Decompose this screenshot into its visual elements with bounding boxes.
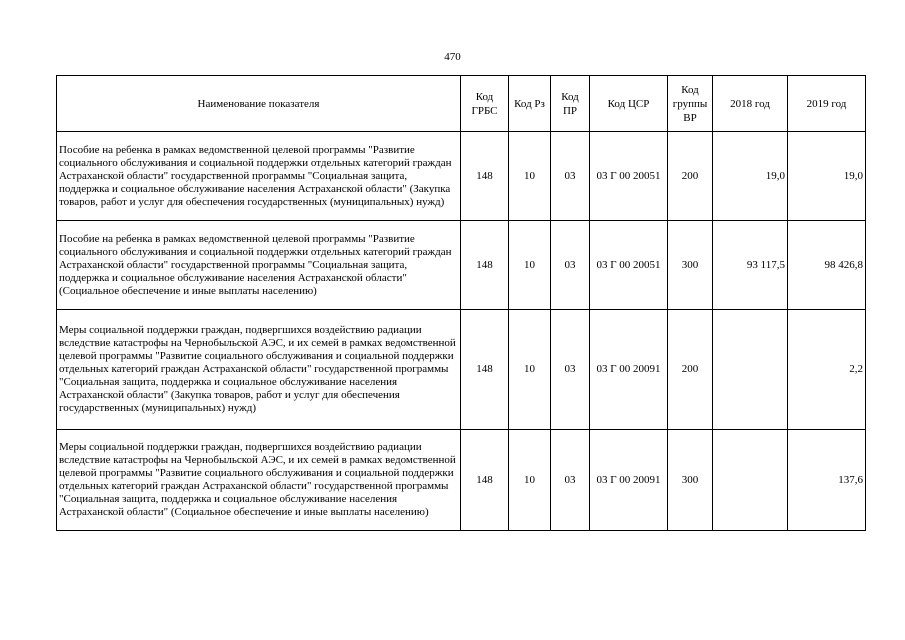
budget-table xyxy=(56,75,866,531)
header-rz: Код Рз xyxy=(509,76,551,132)
cell-2019: 137,6 xyxy=(788,430,866,531)
table-header-row xyxy=(57,76,866,132)
table-row xyxy=(57,310,866,430)
cell-csr: 03 Г 00 20051 xyxy=(590,132,668,221)
cell-2018 xyxy=(713,310,788,430)
cell-vr: 200 xyxy=(668,132,713,221)
cell-2018 xyxy=(713,430,788,531)
cell-rz: 10 xyxy=(509,132,551,221)
cell-csr: 03 Г 00 20091 xyxy=(590,310,668,430)
cell-name: Меры социальной поддержки граждан, подвергшихся воздействию радиации вследствие катастрофы на Чернобыльской АЭС, и их семей в рамках ведомственной целевой программы "Развитие социального обслуживания и социальной поддержки отдельных категорий граждан Астраханской области" государственной программы "Социальная защита, поддержка и социальное обслуживание населения Астраханской области" (Закупка товаров, работ и услуг для обеспечения государственных (муниципальных) нужд) xyxy=(57,310,461,430)
cell-2019: 98 426,8 xyxy=(788,221,866,310)
cell-vr: 200 xyxy=(668,310,713,430)
cell-csr: 03 Г 00 20051 xyxy=(590,221,668,310)
cell-2018: 93 117,5 xyxy=(713,221,788,310)
cell-name: Пособие на ребенка в рамках ведомственной целевой программы "Развитие социального обслуживания и социальной поддержки отдельных категорий граждан Астраханской области" государственной программы "Социальная защита, поддержка и социальное обслуживание населения Астраханской области" (Закупка товаров, работ и услуг для обеспечения государственных (муниципальных) нужд) xyxy=(57,132,461,221)
cell-pr: 03 xyxy=(551,221,590,310)
cell-rz: 10 xyxy=(509,310,551,430)
cell-grbs: 148 xyxy=(461,221,509,310)
header-2018: 2018 год xyxy=(713,76,788,132)
table-row xyxy=(57,221,866,310)
cell-name: Пособие на ребенка в рамках ведомственной целевой программы "Развитие социального обслуживания и социальной поддержки отдельных категорий граждан Астраханской области" государственной программы "Социальная защита, поддержка и социальное обслуживание населения Астраханской области" (Социальное обеспечение и иные выплаты населению) xyxy=(57,221,461,310)
cell-pr: 03 xyxy=(551,310,590,430)
table-row xyxy=(57,132,866,221)
cell-vr: 300 xyxy=(668,430,713,531)
header-grbs: Код ГРБС xyxy=(461,76,509,132)
cell-grbs: 148 xyxy=(461,132,509,221)
cell-vr: 300 xyxy=(668,221,713,310)
table-row xyxy=(57,430,866,531)
header-2019: 2019 год xyxy=(788,76,866,132)
cell-csr: 03 Г 00 20091 xyxy=(590,430,668,531)
header-csr: Код ЦСР xyxy=(590,76,668,132)
header-vr: Код группы ВР xyxy=(668,76,713,132)
cell-2019: 19,0 xyxy=(788,132,866,221)
cell-grbs: 148 xyxy=(461,310,509,430)
cell-rz: 10 xyxy=(509,221,551,310)
cell-grbs: 148 xyxy=(461,430,509,531)
page-number: 470 xyxy=(444,51,461,63)
cell-name: Меры социальной поддержки граждан, подвергшихся воздействию радиации вследствие катастрофы на Чернобыльской АЭС, и их семей в рамках ведомственной целевой программы "Развитие социального обслуживания и социальной поддержки отдельных категорий граждан Астраханской области" государственной программы "Социальная защита, поддержка и социальное обслуживание населения Астраханской области" (Социальное обеспечение и иные выплаты населению) xyxy=(57,430,461,531)
cell-pr: 03 xyxy=(551,132,590,221)
header-pr: Код ПР xyxy=(551,76,590,132)
cell-pr: 03 xyxy=(551,430,590,531)
header-name: Наименование показателя xyxy=(57,76,461,132)
cell-rz: 10 xyxy=(509,430,551,531)
cell-2019: 2,2 xyxy=(788,310,866,430)
cell-2018: 19,0 xyxy=(713,132,788,221)
